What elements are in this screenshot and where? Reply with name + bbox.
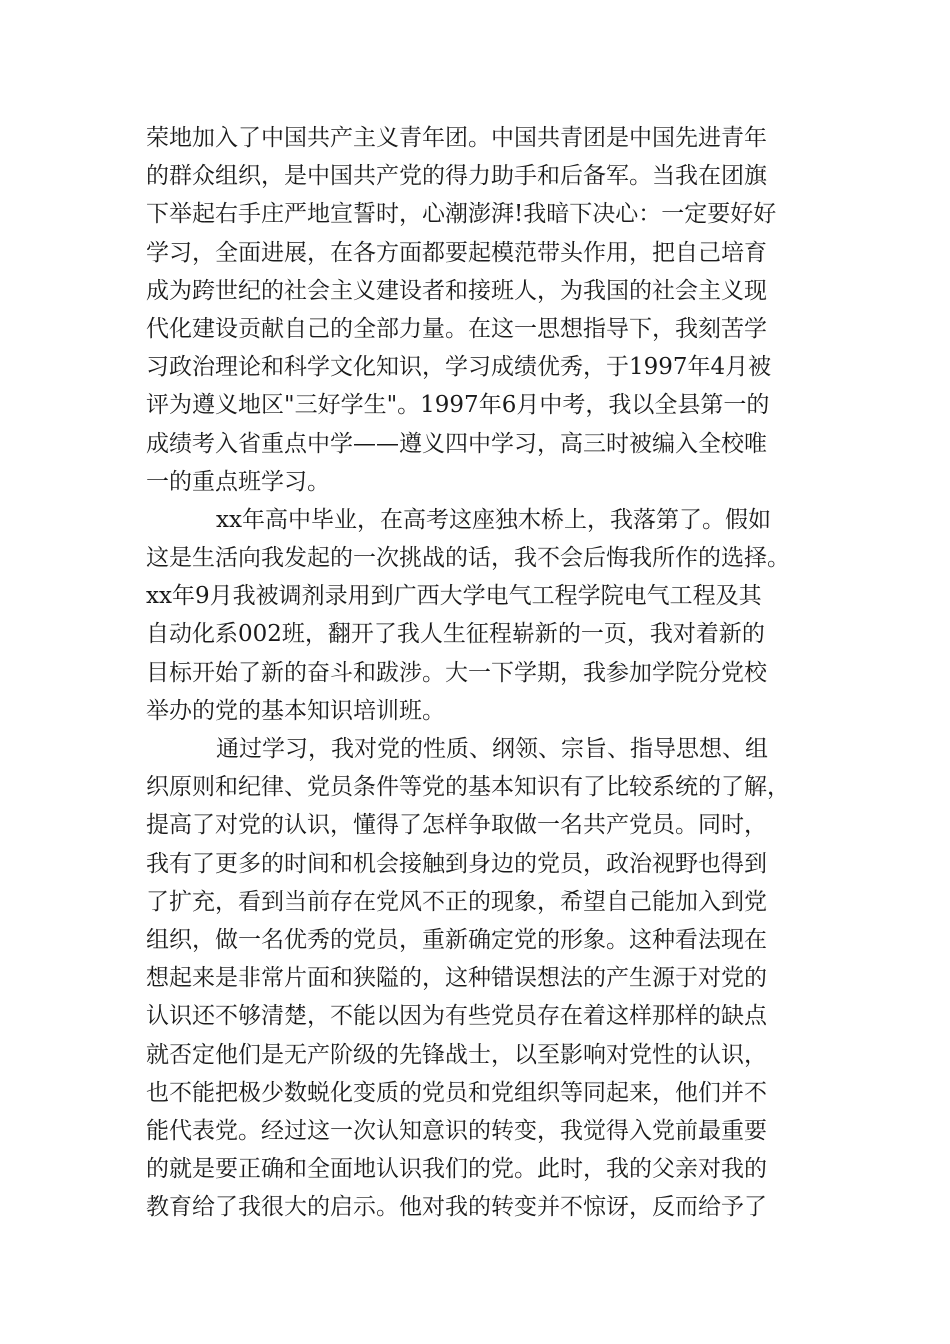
text-line: 通过学习，我对党的性质、纲领、宗旨、指导思想、组 [216, 736, 768, 762]
text-line: xx年高中毕业，在高考这座独木桥上，我落第了。假如 [216, 506, 771, 533]
text-line: 的群众组织，是中国共产党的得力助手和后备军。当我在团旗 [146, 163, 767, 190]
text-line: 也不能把极少数蜕化变质的党员和党组织等同起来，他们并不 [146, 1079, 767, 1106]
text-line: 一的重点班学习。 [146, 468, 330, 495]
text-line: 荣地加入了中国共产主义青年团。中国共青团是中国先进青年 [146, 125, 767, 151]
text-line: 自动化系002班，翻开了我人生征程崭新的一页，我对着新的 [146, 621, 765, 648]
text-line: 就否定他们是无产阶级的先锋战士，以至影响对党性的认识， [146, 1041, 767, 1068]
text-line: 了扩充，看到当前存在党风不正的现象，希望自己能加入到党 [146, 888, 767, 915]
paragraph-2 [146, 501, 806, 730]
text-line: 评为遵义地区"三好学生"。1997年6月中考，我以全县第一的 [146, 392, 770, 419]
paragraph-1 [146, 119, 806, 501]
text-line: 举办的党的基本知识培训班。 [146, 697, 445, 724]
text-line: 目标开始了新的奋斗和跋涉。大一下学期，我参加学院分党校 [146, 659, 767, 686]
text-line: 成绩考入省重点中学——遵义四中学习，高三时被编入全校唯 [146, 430, 767, 457]
text-line: 成为跨世纪的社会主义建设者和接班人，为我国的社会主义现 [146, 277, 767, 304]
text-line: 想起来是非常片面和狭隘的，这种错误想法的产生源于对党的 [146, 965, 767, 992]
text-line: 我有了更多的时间和机会接触到身边的党员，政治视野也得到 [146, 850, 767, 877]
text-line: 提高了对党的认识，懂得了怎样争取做一名共产党员。同时， [146, 812, 767, 839]
text-line: 下举起右手庄严地宣誓时，心潮澎湃!我暗下决心：一定要好好 [146, 201, 777, 228]
text-line: 教育给了我很大的启示。他对我的转变并不惊讶，反而给予了 [146, 1194, 767, 1221]
text-line: 织原则和纪律、党员条件等党的基本知识有了比较系统的了解， [146, 774, 790, 801]
text-line: 组织，做一名优秀的党员，重新确定党的形象。这种看法现在 [146, 926, 767, 953]
text-line: 这是生活向我发起的一次挑战的话，我不会后悔我所作的选择。 [146, 545, 790, 572]
text-line: 的就是要正确和全面地认识我们的党。此时，我的父亲对我的 [146, 1156, 767, 1183]
text-line: xx年9月我被调剂录用到广西大学电气工程学院电气工程及其 [146, 583, 762, 610]
text-line: 能代表党。经过这一次认知意识的转变，我觉得入党前最重要 [146, 1117, 767, 1144]
text-line: 代化建设贡献自己的全部力量。在这一思想指导下，我刻苦学 [146, 315, 767, 342]
body-text [146, 119, 806, 1226]
text-line: 习政治理论和科学文化知识，学习成绩优秀，于1997年4月被 [146, 354, 772, 381]
text-line: 认识还不够清楚，不能以因为有些党员存在着这样那样的缺点 [146, 1003, 767, 1030]
paragraph-3 [146, 730, 806, 1226]
text-line: 学习，全面进展，在各方面都要起模范带头作用，把自己培育 [146, 239, 767, 266]
